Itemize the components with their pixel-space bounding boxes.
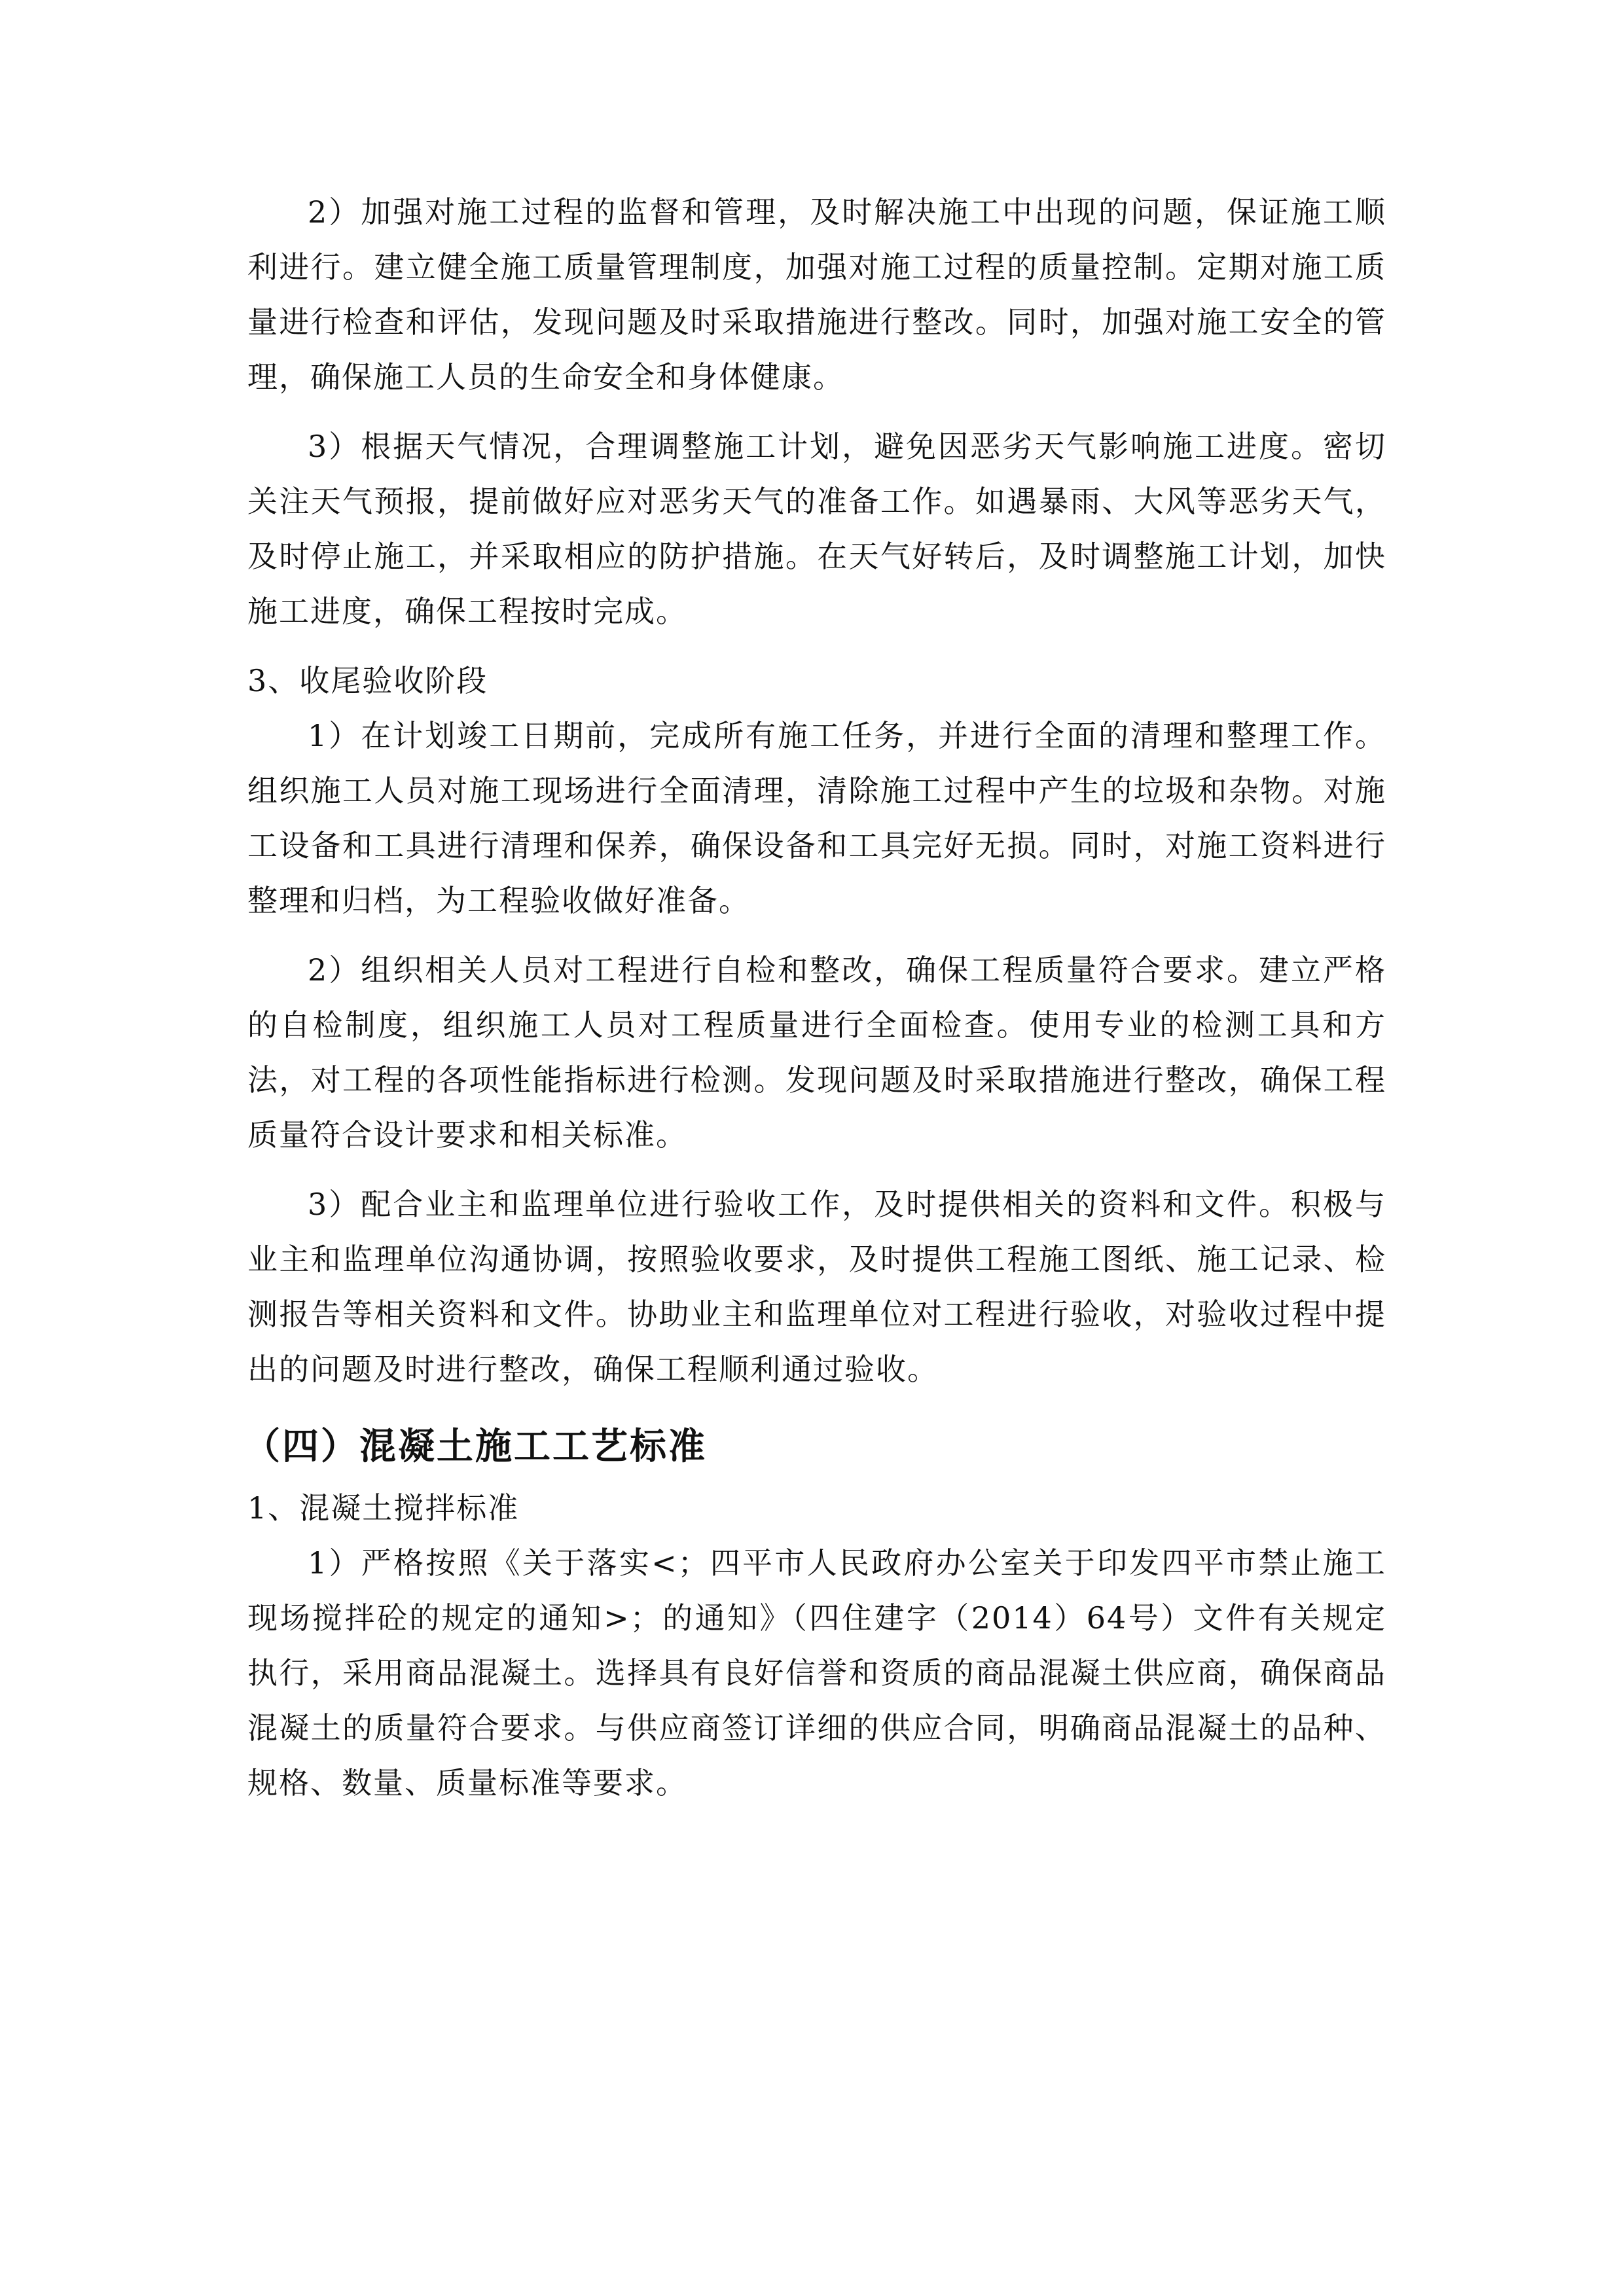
paragraph: 3）配合业主和监理单位进行验收工作，及时提供相关的资料和文件。积极与业主和监理单位沟通协调，按照验收要求，及时提供工程施工图纸、施工记录、检测报告等相关资料和文件。协助业主和监理单位对工程进行验收，对验收过程中提出的问题及时进行整改，确保工程顺利通过验收。 [247,1187,1386,1387]
section-heading: （四）混凝土施工工艺标准 [244,1425,707,1468]
paragraph: 3）根据天气情况，合理调整施工计划，避免因恶劣天气影响施工进度。密切关注天气预报，提前做好应对恶劣天气的准备工作。如遇暴雨、大风等恶劣天气，及时停止施工，并采取相应的防护措施。在天气好转后，及时调整施工计划，加快施工进度，确保工程按时完成。 [247,429,1386,629]
document-page [244,185,1386,1825]
paragraph: 2）组织相关人员对工程进行自检和整改，确保工程质量符合要求。建立严格的自检制度，组织施工人员对工程质量进行全面检查。使用专业的检测工具和方法，对工程的各项性能指标进行检测。发现问题及时采取措施进行整改，确保工程质量符合设计要求和相关标准。 [247,952,1386,1153]
paragraph: 1）在计划竣工日期前，完成所有施工任务，并进行全面的清理和整理工作。组织施工人员对施工现场进行全面清理，清除施工过程中产生的垃圾和杂物。对施工设备和工具进行清理和保养，确保设备和工具完好无损。同时，对施工资料进行整理和归档，为工程验收做好准备。 [247,718,1386,918]
subsection-heading: 3、收尾验收阶段 [247,663,488,698]
subsection-heading: 1、混凝土搅拌标准 [247,1490,520,1526]
paragraph: 1）严格按照《关于落实<；四平市人民政府办公室关于印发四平市禁止施工现场搅拌砼的规定的通知>；的通知》（四住建字（2014）64号）文件有关规定执行，采用商品混凝土。选择具有良好信誉和资质的商品混凝土供应商，确保商品混凝土的质量符合要求。与供应商签订详细的供应合同，明确商品混凝土的品种、规格、数量、质量标准等要求。 [247,1545,1386,1801]
paragraph: 2）加强对施工过程的监督和管理，及时解决施工中出现的问题，保证施工顺利进行。建立健全施工质量管理制度，加强对施工过程的质量控制。定期对施工质量进行检查和评估，发现问题及时采取措施进行整改。同时，加强对施工安全的管理，确保施工人员的生命安全和身体健康。 [247,194,1386,395]
